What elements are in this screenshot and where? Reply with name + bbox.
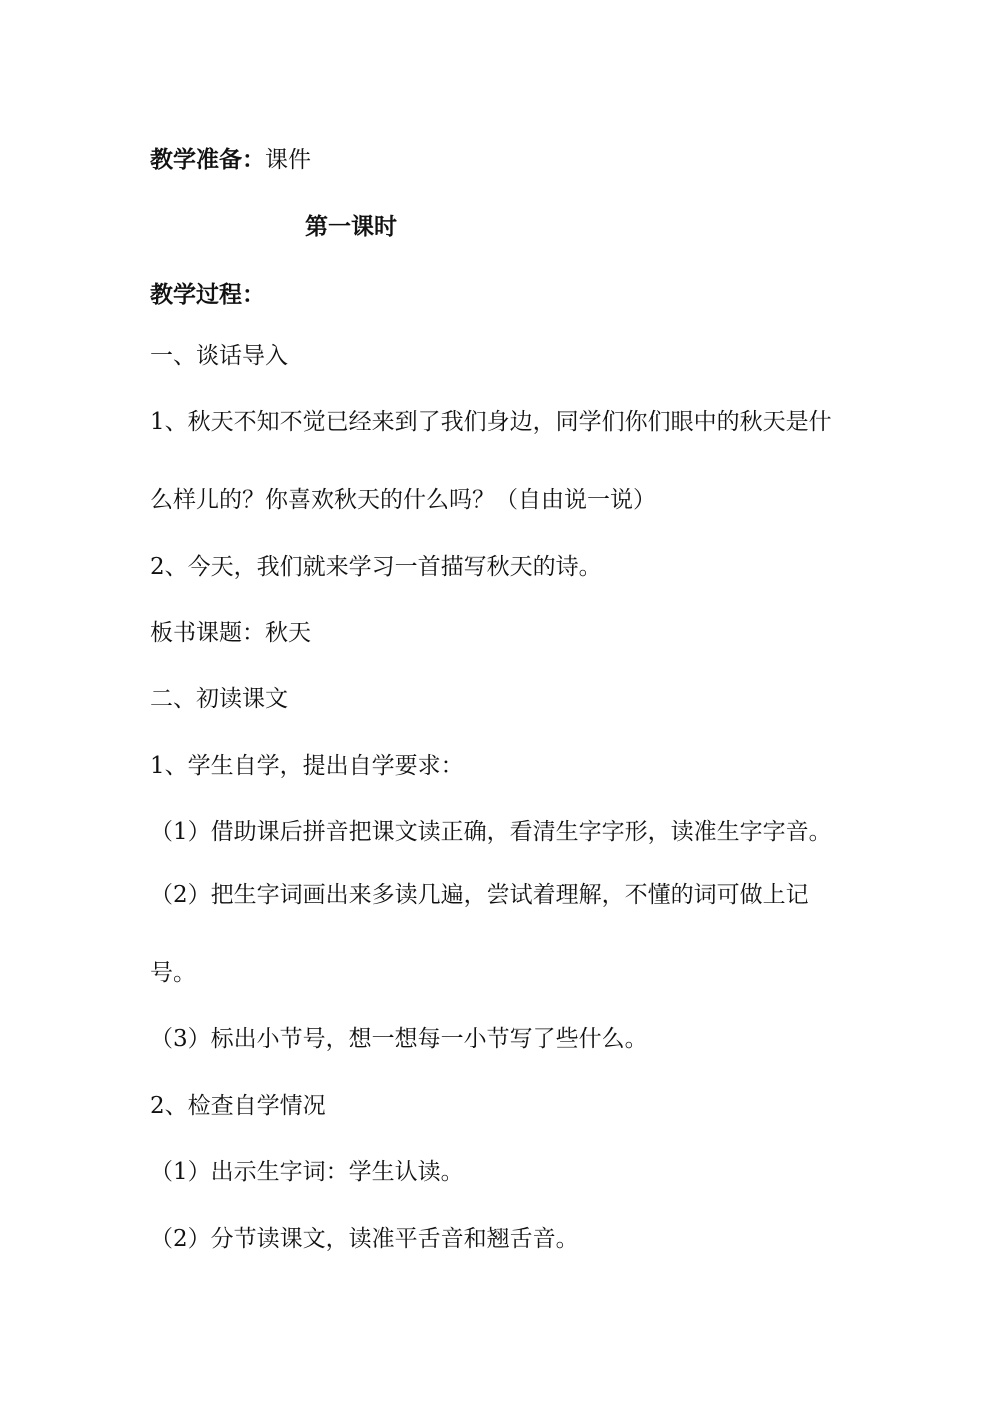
paragraph-line: 么样儿的？你喜欢秋天的什么吗？（自由说一说） bbox=[150, 487, 656, 513]
board-title-line: 板书课题：秋天 bbox=[150, 620, 311, 646]
paragraph-line: 1、秋天不知不觉已经来到了我们身边，同学们你们眼中的秋天是什 bbox=[150, 409, 832, 435]
paragraph-line: 2、今天，我们就来学习一首描写秋天的诗。 bbox=[150, 554, 602, 580]
teaching-prep-line bbox=[150, 145, 311, 175]
teaching-prep-value: 课件 bbox=[265, 147, 311, 173]
paragraph-line: 1、学生自学，提出自学要求： bbox=[150, 753, 464, 779]
list-item: （3）标出小节号，想一想每一小节写了些什么。 bbox=[150, 1026, 648, 1052]
list-item: （1）出示生字词：学生认读。 bbox=[150, 1159, 464, 1185]
paragraph-line: 2、检查自学情况 bbox=[150, 1093, 326, 1119]
lesson-title: 第一课时 bbox=[305, 214, 397, 240]
section-heading-reading: 二、初读课文 bbox=[150, 686, 288, 712]
list-item: （1）借助课后拼音把课文读正确，看清生字字形，读准生字字音。 bbox=[150, 819, 832, 845]
teaching-process-label: 教学过程： bbox=[150, 282, 265, 308]
list-item: （2）分节读课文，读准平舌音和翘舌音。 bbox=[150, 1226, 579, 1252]
paragraph-line: 号。 bbox=[150, 960, 196, 986]
list-item: （2）把生字词画出来多读几遍，尝试着理解，不懂的词可做上记 bbox=[150, 882, 809, 908]
section-heading-intro: 一、谈话导入 bbox=[150, 343, 288, 369]
teaching-prep-label: 教学准备： bbox=[150, 147, 265, 173]
